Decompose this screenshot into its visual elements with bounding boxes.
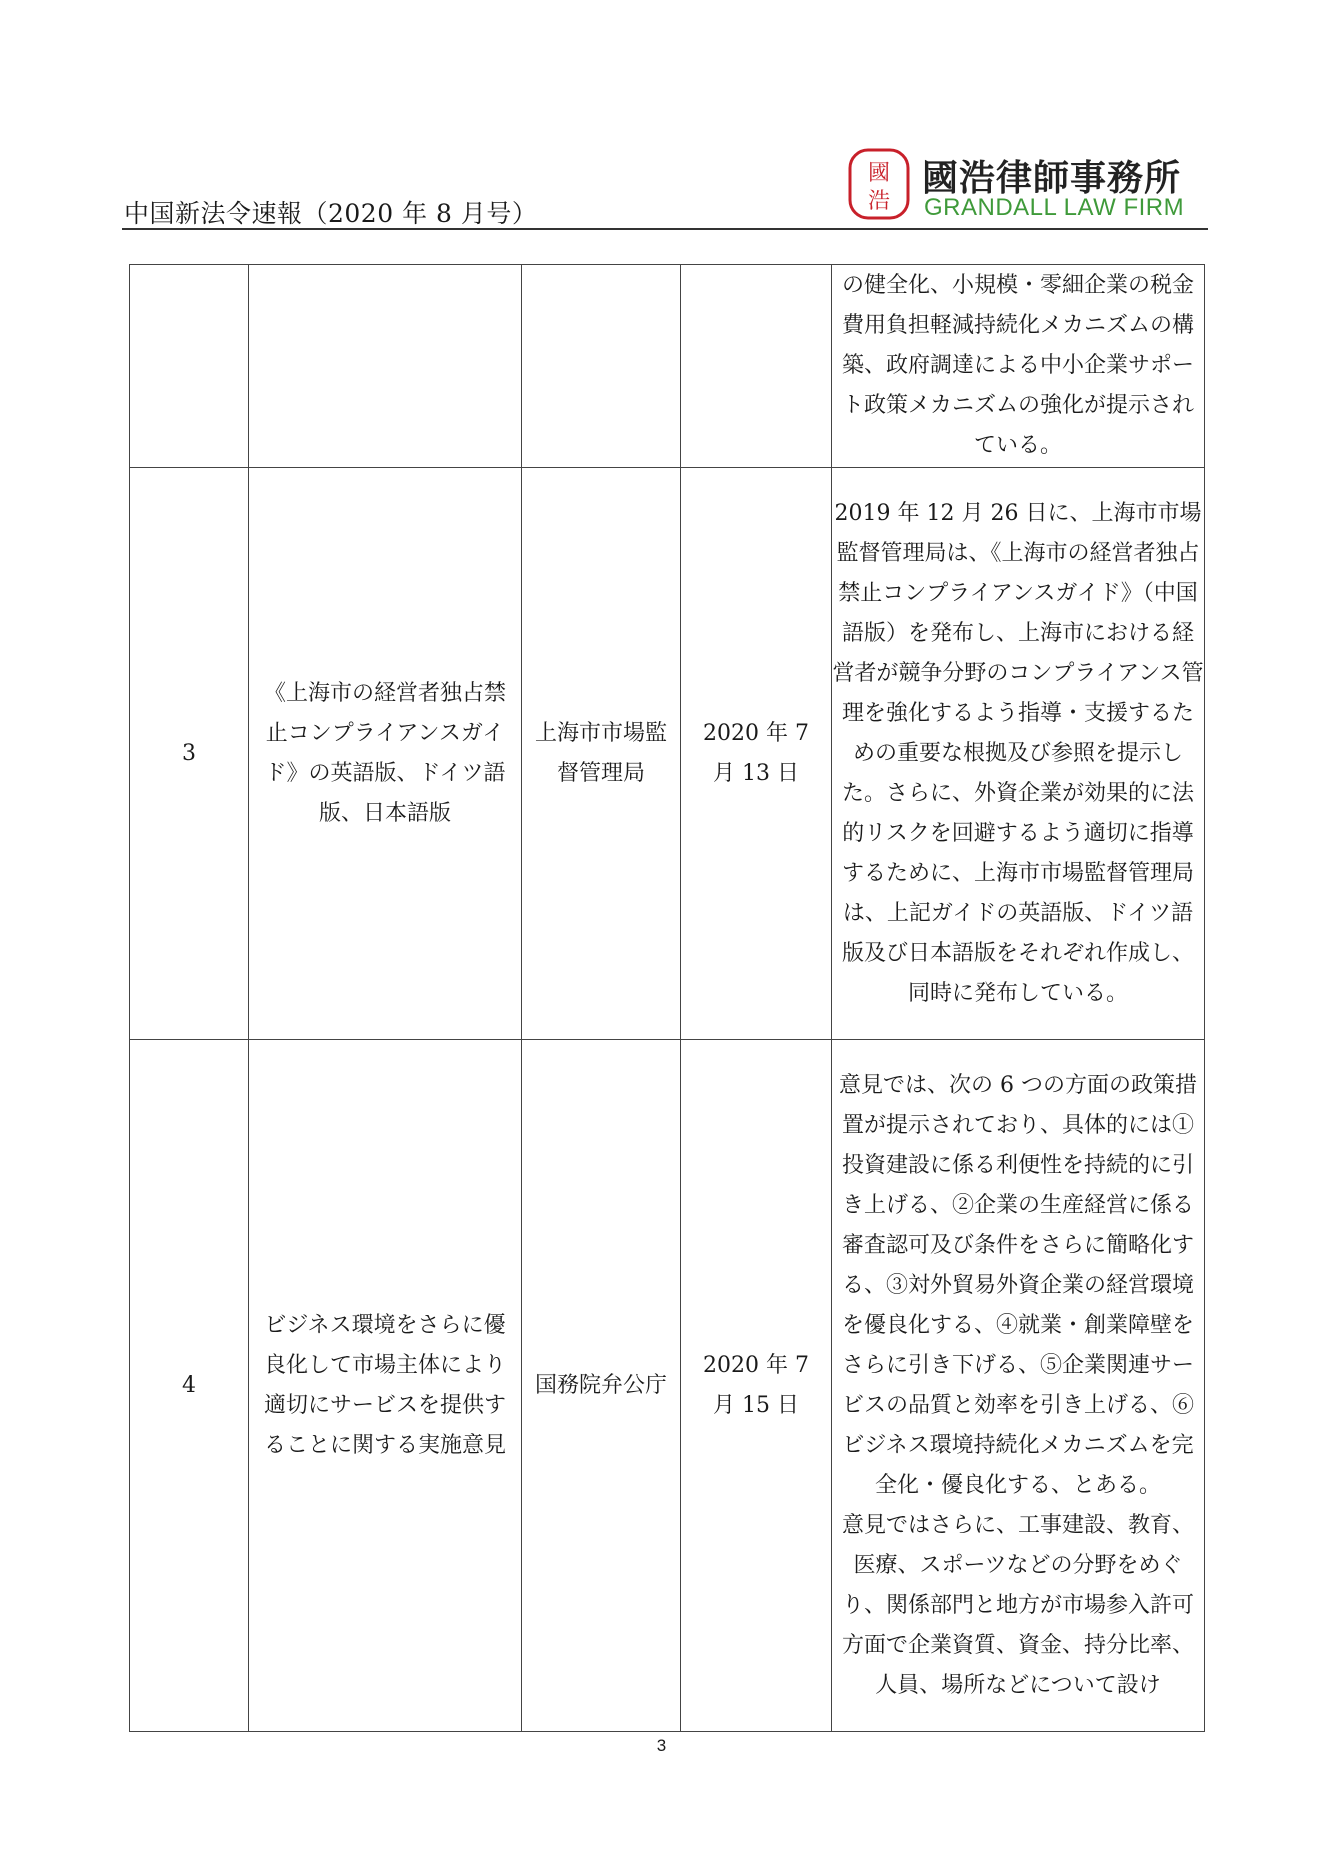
row-number-cell: [130, 265, 249, 468]
summary-paragraph: 意見ではさらに、工事建設、教育、医療、スポーツなどの分野をめぐり、関係部門と地方が市場参入許可方面で企業資質、資金、持分比率、人員、場所などについて設け: [841, 1512, 1194, 1698]
law-title-cell: ビジネス環境をさらに優良化して市場主体により適切にサービスを提供することに関する実施意見: [249, 1040, 522, 1732]
page-number: 3: [656, 1736, 667, 1755]
row-number-cell: 4: [130, 1040, 249, 1732]
issuing-agency-cell: [522, 265, 681, 468]
issue-date-cell: 2020 年 7 月 13 日: [681, 468, 832, 1040]
summary-cell: [832, 468, 1205, 1040]
svg-text:浩: 浩: [867, 189, 891, 214]
law-table: [129, 264, 1205, 1732]
issuing-agency-cell: 上海市市場監督管理局: [522, 468, 681, 1040]
svg-text:國: 國: [867, 161, 891, 186]
law-title-cell: 《上海市の経営者独占禁止コンプライアンスガイド》の英語版、ドイツ語版、日本語版: [249, 468, 522, 1040]
table-row: [130, 468, 1205, 1040]
firm-logo: [846, 146, 1186, 224]
logo-english-name: GRANDALL LAW FIRM: [924, 194, 1185, 221]
summary-paragraph: 2019 年 12 月 26 日に、上海市市場監督管理局は、《上海市の経営者独占禁止コンプライアンスガイド》（中国語版）を発布し、上海市における経営者が競争分野のコンプライアンス管理を強化するよう指導・支援するための重要な根拠及び参照を提示した。さらに、外資企業が効果的に法的リスクを回避するよう適切に指導するために、上海市市場監督管理局は、上記ガイドの英語版、ドイツ語版及び日本語版をそれぞれ作成し、同時に発布している。: [832, 500, 1204, 1006]
summary-paragraph: 意見では、次の 6 つの方面の政策措置が提示されており、具体的には①投資建設に係る利便性を持続的に引き上げる、②企業の生産経営に係る審査認可及び条件をさらに簡略化する、③対外貿易外資企業の経営環境を優良化する、④就業・創業障壁をさらに引き下げる、⑤企業関連サービスの品質と効率を引き上げる、⑥ビジネス環境持続化メカニズムを完全化・優良化する、とある。: [839, 1072, 1197, 1498]
table-row: [130, 265, 1205, 468]
logo-chinese-name: 國浩律師事務所: [922, 158, 1182, 199]
issue-date-cell: [681, 265, 832, 468]
issue-date-cell: 2020 年 7 月 15 日: [681, 1040, 832, 1732]
header-divider: [122, 228, 1208, 230]
issuing-agency-cell: 国務院弁公庁: [522, 1040, 681, 1732]
row-number-cell: 3: [130, 468, 249, 1040]
document-header-title: 中国新法令速報（2020 年 8 月号）: [124, 199, 538, 228]
seal-icon: [846, 146, 912, 222]
summary-cell: [832, 265, 1205, 468]
table-row: [130, 1040, 1205, 1732]
summary-paragraph: の健全化、小規模・零細企業の税金費用負担軽減持続化メカニズムの構築、政府調達による中小企業サポート政策メカニズムの強化が提示されている。: [841, 273, 1194, 458]
law-title-cell: [249, 265, 522, 468]
summary-cell: [832, 1040, 1205, 1732]
